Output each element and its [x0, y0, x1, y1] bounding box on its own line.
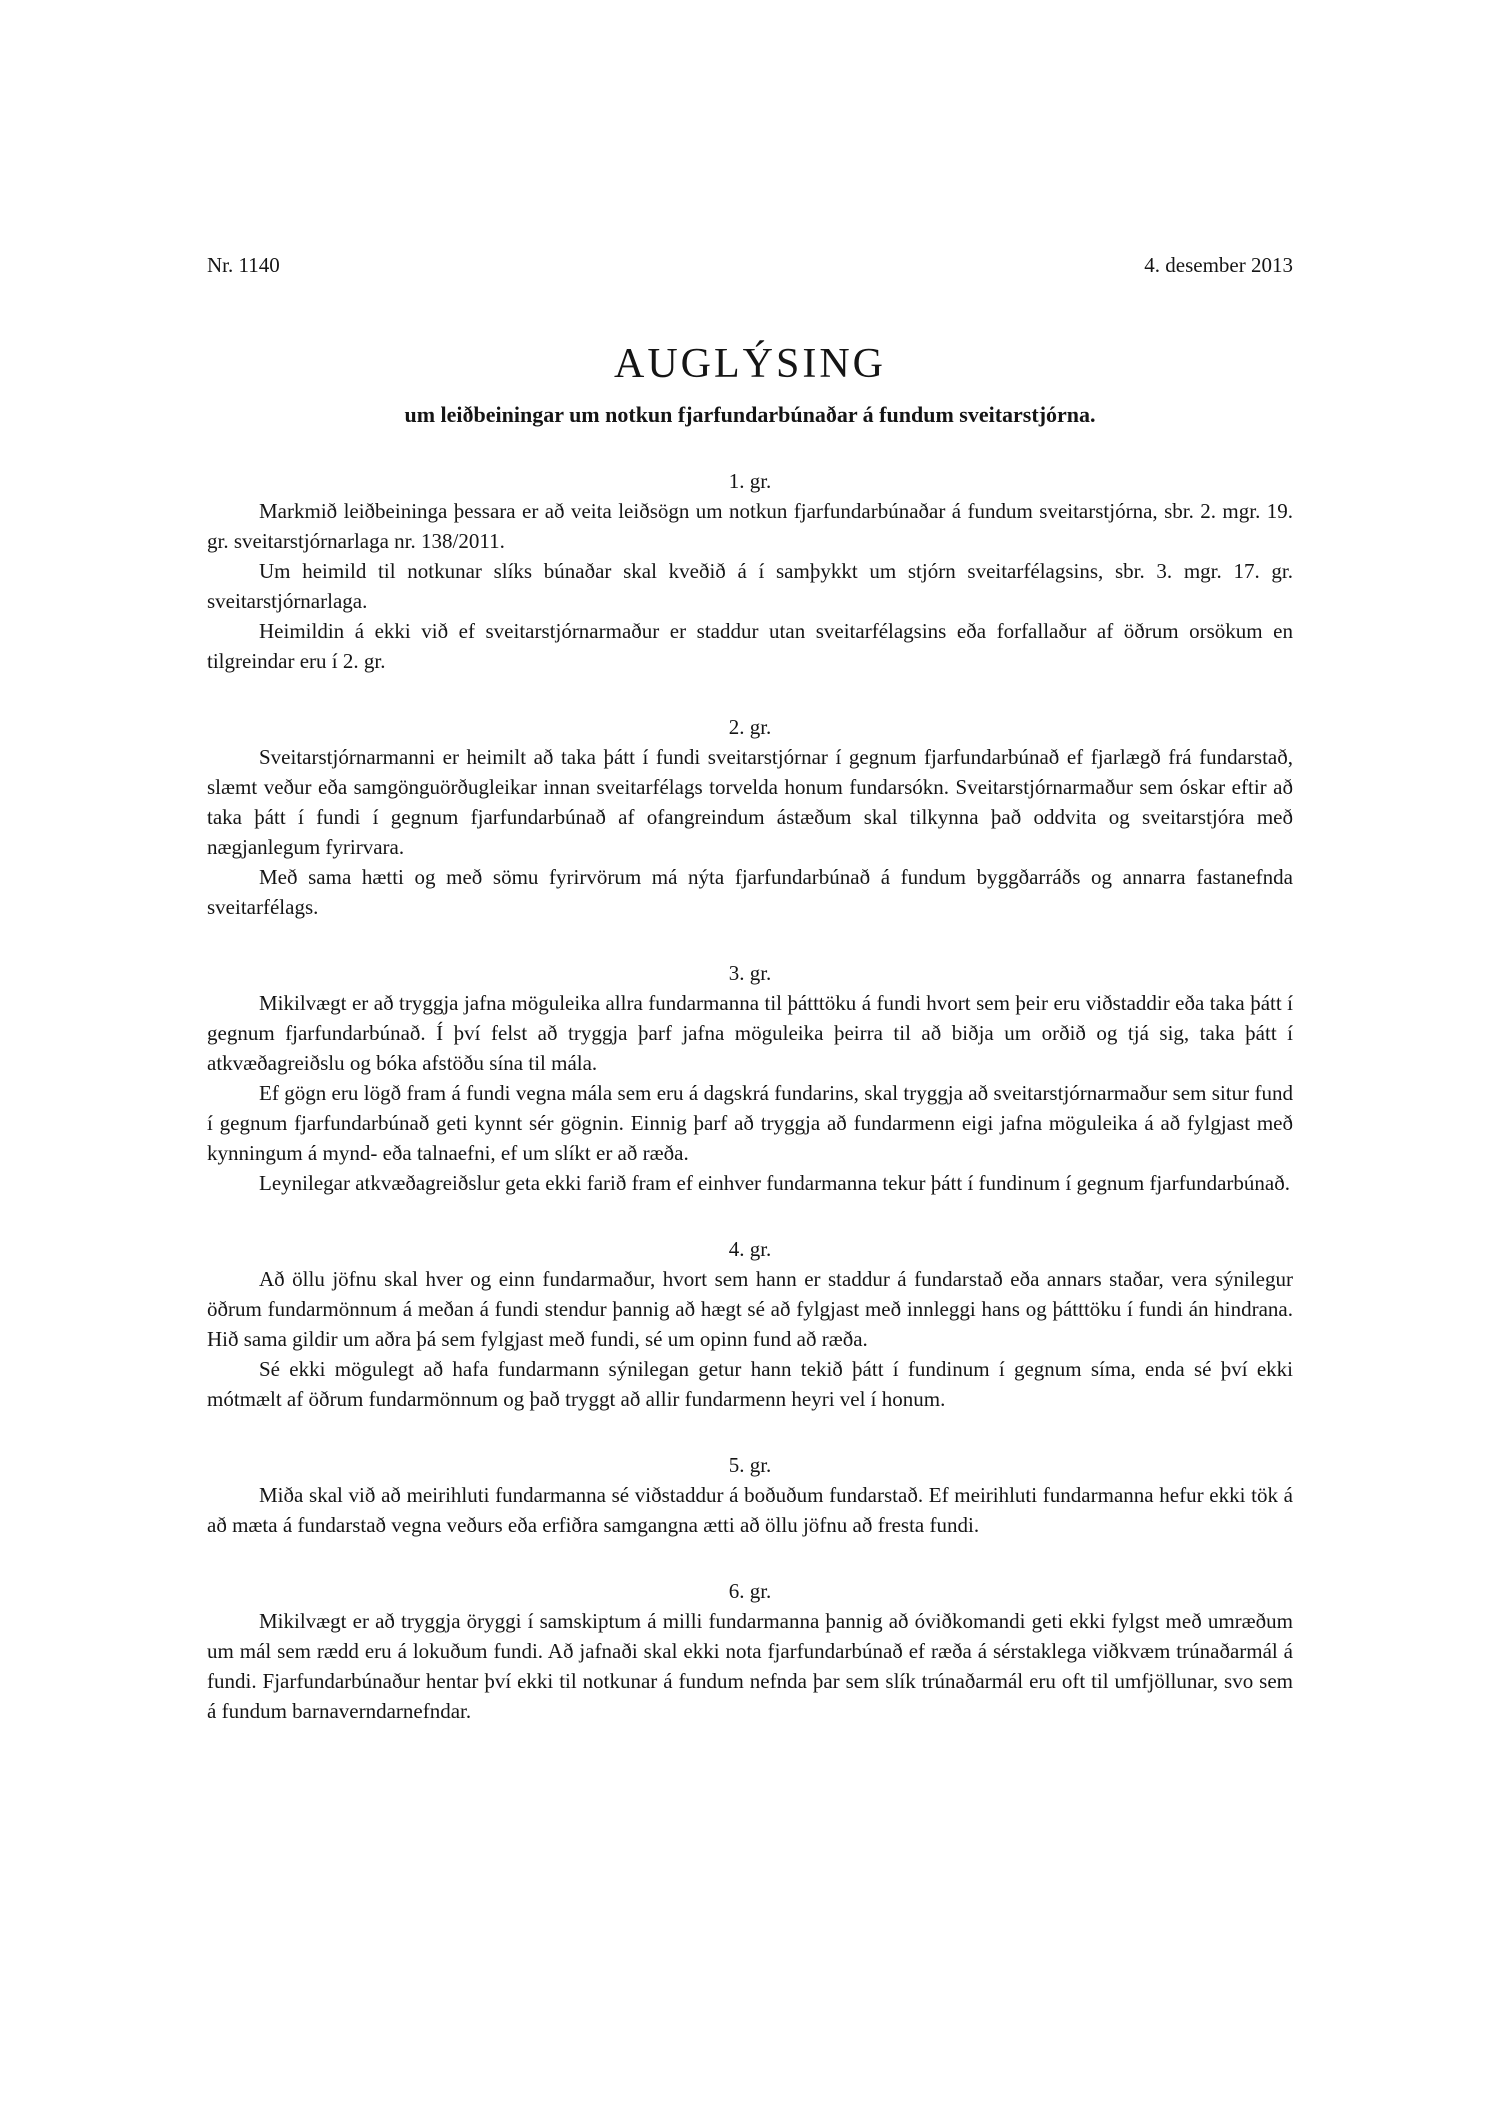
paragraph: Mikilvægt er að tryggja öryggi í samskiptum á milli fundarmanna þannig að óviðkomandi geti ekki fylgst með umræðum um mál sem rædd eru á lokuðum fundi. Að jafnaði skal ekki nota fjarfundarbúnað ef ræða á sérstaklega viðkvæm trúnaðarmál á fundi. Fjarfundarbúnaður hentar því ekki til notkunar á fundum nefnda þar sem slík trúnaðarmál eru oft til umfjöllunar, svo sem á fundum barnaverndarnefndar. — [207, 1609, 1293, 1723]
document-content — [207, 0, 1293, 1726]
document-subtitle: um leiðbeiningar um notkun fjarfundarbúnaðar á fundum sveitarstjórna. — [404, 402, 1096, 427]
paragraph: Að öllu jöfnu skal hver og einn fundarmaður, hvort sem hann er staddur á fundarstað eða annars staðar, vera sýnilegur öðrum fundarmönnum á meðan á fundi stendur þannig að hægt sé að fylgjast með innleggi hans og þátttöku í fundi án hindrana. Hið sama gildir um aðra þá sem fylgjast með fundi, sé um opinn fund að ræða. — [207, 1267, 1293, 1351]
paragraph: Sveitarstjórnarmanni er heimilt að taka þátt í fundi sveitarstjórnar í gegnum fjarfundarbúnað ef fjarlægð frá fundarstað, slæmt veður eða samgönguörðugleikar innan sveitarfélags torvelda honum fundarsókn. Sveitarstjórnarmaður sem óskar eftir að taka þátt í fundi í gegnum fjarfundarbúnað af ofangreindum ástæðum skal tilkynna það oddvita og sveitarstjóra með nægjanlegum fyrirvara. — [207, 745, 1293, 859]
section-heading: 5. gr. — [728, 1453, 772, 1477]
section-heading: 3. gr. — [728, 961, 772, 985]
paragraph: Ef gögn eru lögð fram á fundi vegna mála sem eru á dagskrá fundarins, skal tryggja að sveitarstjórnarmaður sem situr fund í gegnum fjarfundarbúnað geti kynnt sér gögnin. Einnig þarf að tryggja að fundarmenn eigi jafna möguleika á að fylgjast með kynningum á mynd- eða talnaefni, ef um slíkt er að ræða. — [207, 1081, 1293, 1165]
paragraph: Heimildin á ekki við ef sveitarstjórnarmaður er staddur utan sveitarfélagsins eða forfallaður af öðrum orsökum en tilgreindar eru í 2. gr. — [207, 619, 1293, 673]
document-number: Nr. 1140 — [207, 253, 280, 277]
section-heading: 4. gr. — [728, 1237, 772, 1261]
section-heading: 6. gr. — [728, 1579, 772, 1603]
paragraph: Um heimild til notkunar slíks búnaðar skal kveðið á í samþykkt um stjórn sveitarfélagsins, sbr. 3. mgr. 17. gr. sveitarstjórnarlaga. — [207, 559, 1293, 613]
paragraph: Markmið leiðbeininga þessara er að veita leiðsögn um notkun fjarfundarbúnaðar á fundum sveitarstjórna, sbr. 2. mgr. 19. gr. sveitarstjórnarlaga nr. 138/2011. — [207, 499, 1293, 553]
section-heading: 2. gr. — [728, 715, 772, 739]
section-3 — [207, 958, 1293, 1198]
document-header — [207, 250, 1293, 280]
paragraph: Leynilegar atkvæðagreiðslur geta ekki farið fram ef einhver fundarmanna tekur þátt í fundinum í gegnum fjarfundarbúnað. — [259, 1171, 1290, 1195]
section-6 — [207, 1576, 1293, 1726]
section-4 — [207, 1234, 1293, 1414]
section-1 — [207, 466, 1293, 676]
paragraph: Miða skal við að meirihluti fundarmanna sé viðstaddur á boðuðum fundarstað. Ef meirihluti fundarmanna hefur ekki tök á að mæta á fundarstað vegna veðurs eða erfiðra samgangna ætti að öllu jöfnu að fresta fundi. — [207, 1483, 1293, 1537]
paragraph: Mikilvægt er að tryggja jafna möguleika allra fundarmanna til þátttöku á fundi hvort sem þeir eru viðstaddir eða taka þátt í gegnum fjarfundarbúnað. Í því felst að tryggja þarf jafna möguleika þeirra til að biðja um orðið og tjá sig, taka þátt í atkvæðagreiðslu og bóka afstöðu sína til mála. — [207, 991, 1293, 1075]
document-title: AUGLÝSING — [614, 341, 886, 387]
paragraph: Sé ekki mögulegt að hafa fundarmann sýnilegan getur hann tekið þátt í fundinum í gegnum síma, enda sé því ekki mótmælt af öðrum fundarmönnum og það tryggt að allir fundarmenn heyri vel í honum. — [207, 1357, 1293, 1411]
document-date: 4. desember 2013 — [1144, 253, 1293, 277]
section-heading: 1. gr. — [728, 469, 772, 493]
section-2 — [207, 712, 1293, 922]
section-5 — [207, 1450, 1293, 1540]
paragraph: Með sama hætti og með sömu fyrirvörum má nýta fjarfundarbúnað á fundum byggðarráðs og annarra fastanefnda sveitarfélags. — [207, 865, 1293, 919]
